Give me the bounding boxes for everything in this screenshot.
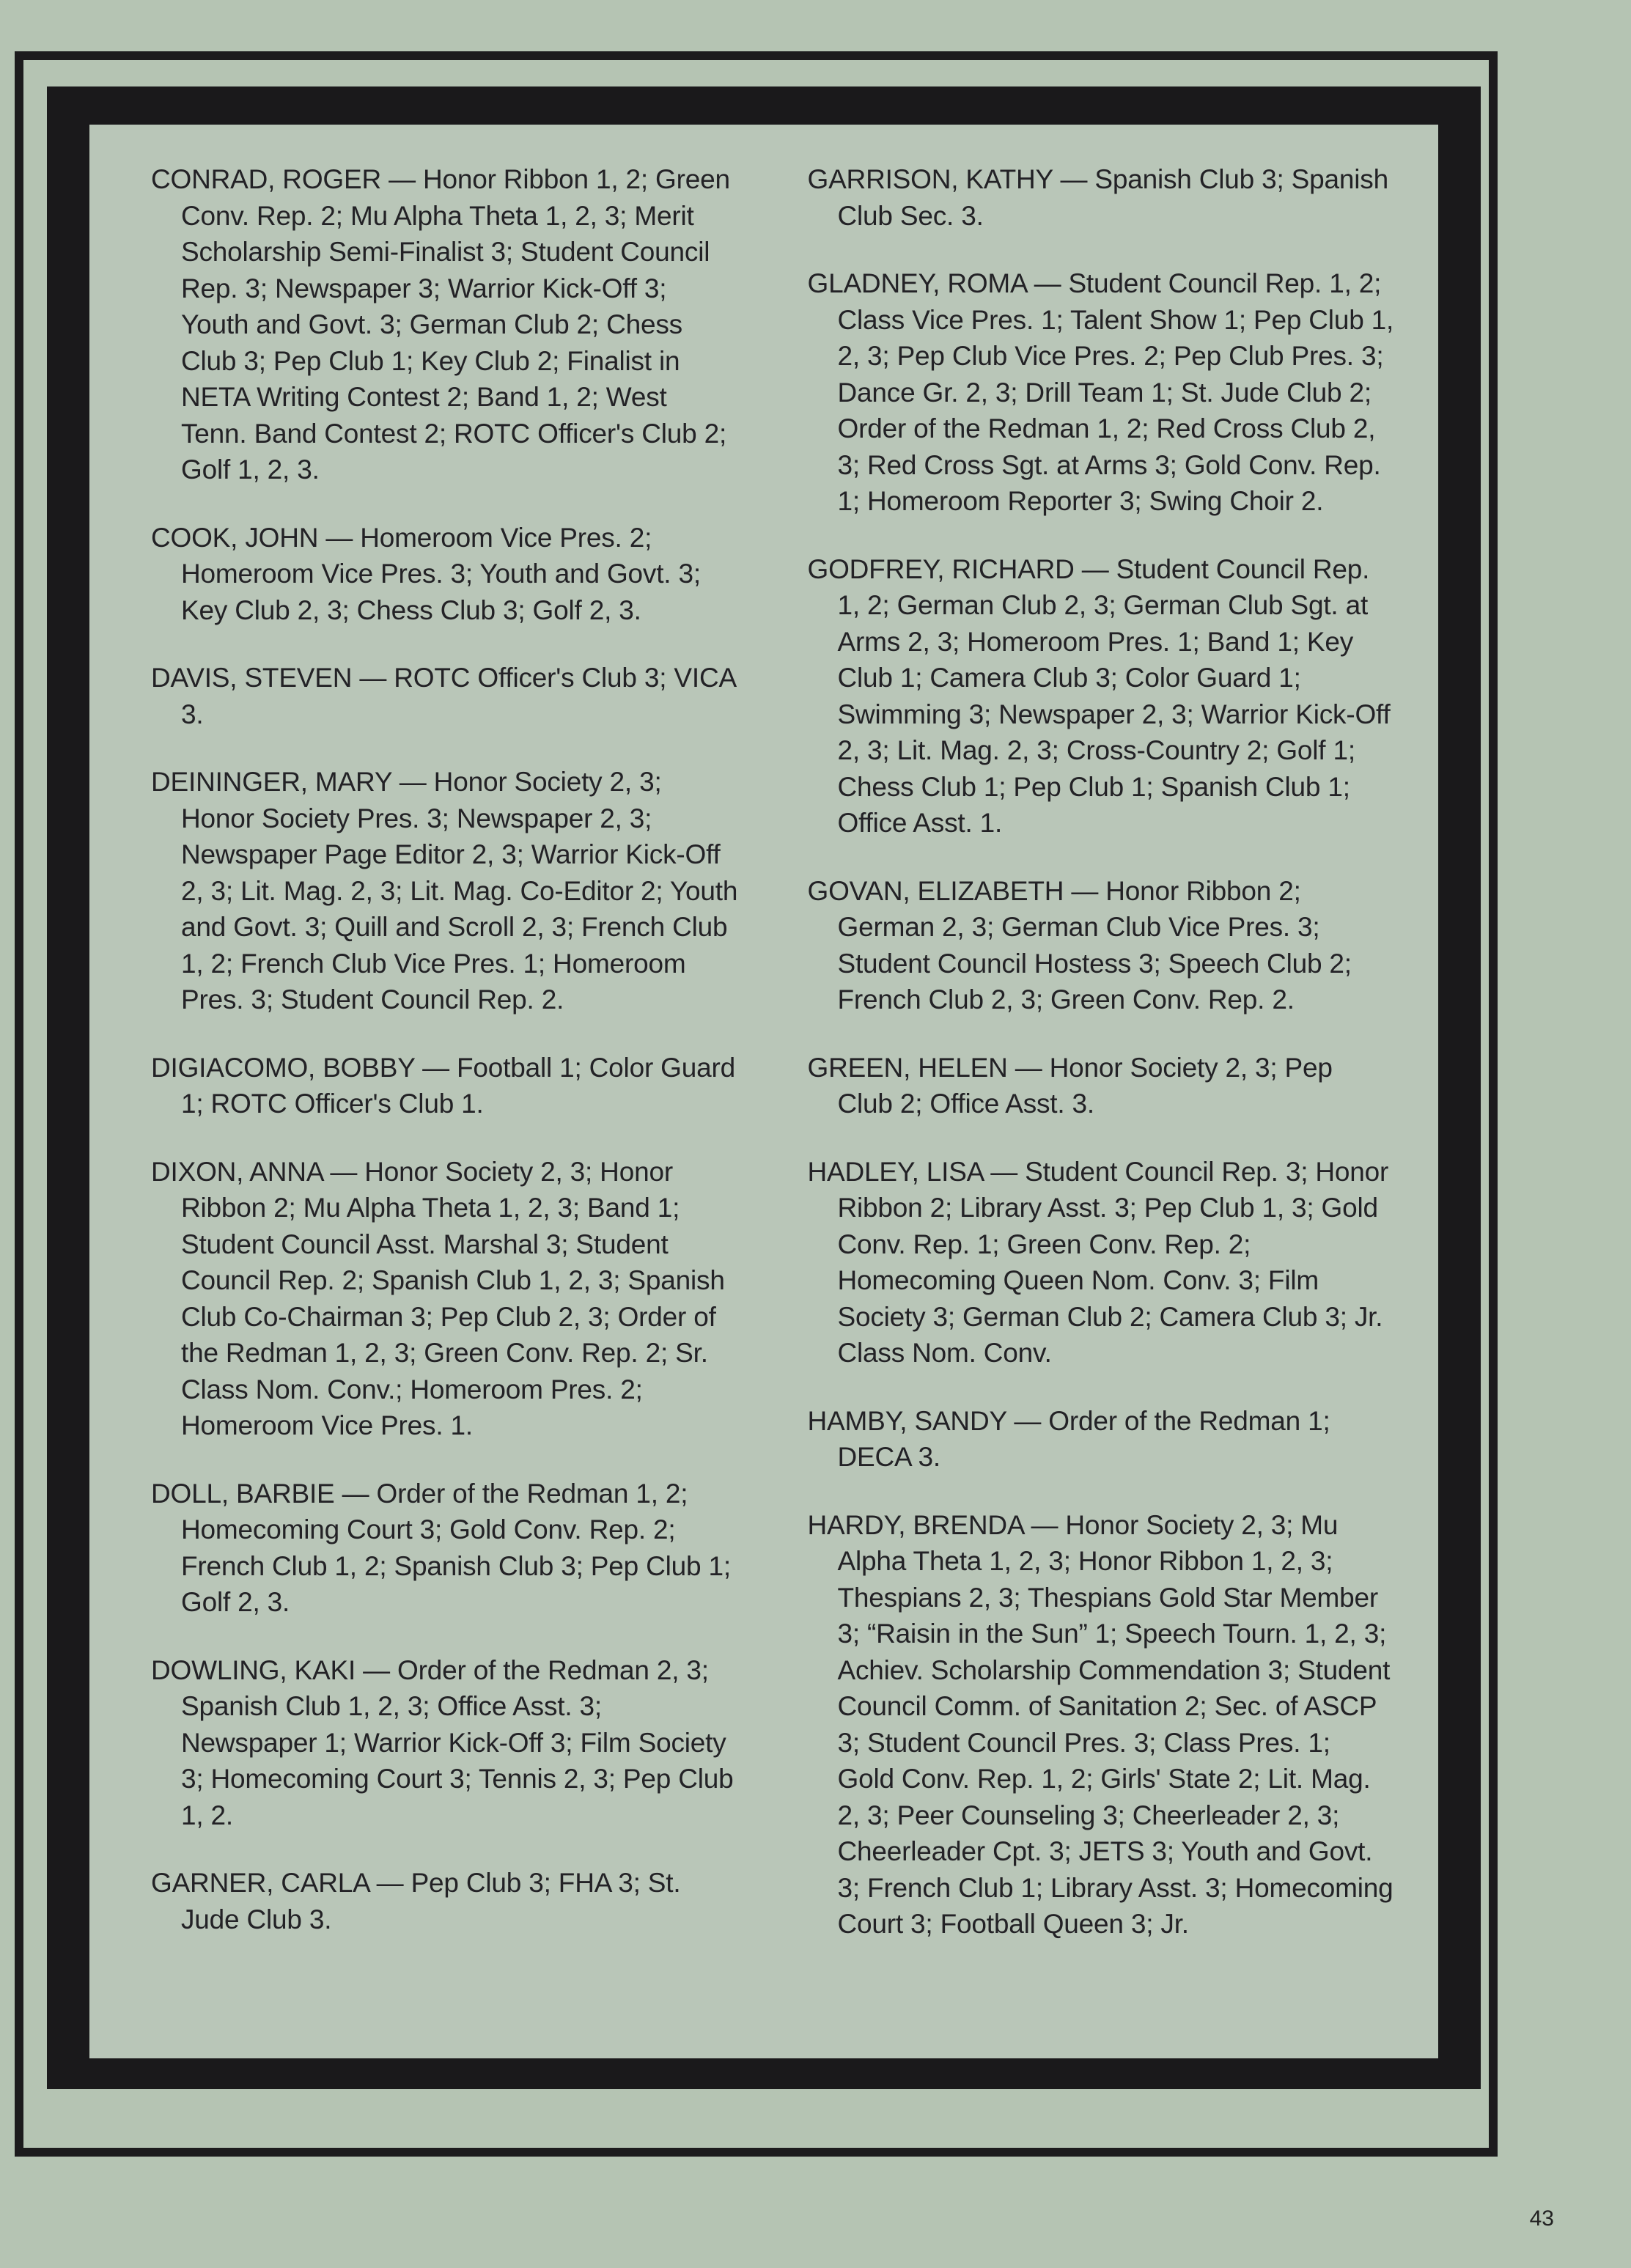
student-name: GOVAN, ELIZABETH (807, 875, 1064, 906)
student-activities: Student Council Rep. 1, 2; German Club 2, 3; German Club Sgt. at Arms 2, 3; Homeroom Pres. 1; Band 1; Key Club 1; Camera Club 3; Color Guard 1; Swimming 3; Newspaper 2, 3; Warrior Kick-Off 2, 3; Lit. Mag. 2, 3; Cross-Country 2; Golf 1; Chess Club 1; Pep Club 1; Spanish Club 1; Office Asst. 1. (837, 553, 1391, 838)
content-panel (47, 86, 1481, 2089)
separator-dash: — (415, 1052, 457, 1083)
student-name: DOLL, BARBIE (151, 1478, 335, 1509)
student-activities: Pep Club 3; FHA 3; St. Jude Club 3. (181, 1868, 681, 1934)
student-name: DAVIS, STEVEN (151, 663, 353, 693)
student-name: DOWLING, KAKI (151, 1654, 356, 1685)
student-entry (151, 520, 738, 629)
separator-dash: — (334, 1478, 377, 1509)
student-name: DEININGER, MARY (151, 767, 392, 797)
student-activities: Order of the Redman 1, 2; Homecoming Court 3; Gold Conv. Rep. 2; French Club 1, 2; Spanish Club 3; Pep Club 1; Golf 2, 3. (181, 1478, 731, 1617)
separator-dash: — (1074, 553, 1116, 584)
student-name: COOK, JOHN (151, 522, 319, 553)
separator-dash: — (1023, 1509, 1066, 1540)
student-entry (151, 660, 738, 732)
student-name: GARNER, CARLA (151, 1868, 369, 1898)
student-name: GODFREY, RICHARD (807, 553, 1075, 584)
separator-dash: — (369, 1868, 411, 1898)
student-name: DIGIACOMO, BOBBY (151, 1052, 416, 1083)
student-entry (808, 1403, 1395, 1476)
separator-dash: — (983, 1156, 1026, 1187)
student-name: GARRISON, KATHY (807, 164, 1053, 194)
student-name: DIXON, ANNA (151, 1156, 323, 1187)
student-activities: Honor Society 2, 3; Pep Club 2; Office Asst. 3. (837, 1052, 1333, 1119)
student-entry (808, 265, 1395, 520)
separator-dash: — (1064, 875, 1106, 906)
student-name: HAMBY, SANDY (807, 1405, 1007, 1436)
student-activities: Honor Society 2, 3; Mu Alpha Theta 1, 2, 3; Honor Ribbon 1, 2, 3; Thespians 2, 3; Thespians Gold Star Member 3; “Raisin in the Sun” 1; Speech Tourn. 1, 2, 3; Achiev. Scholarship Commendation 3; Student Council Comm. of Sanitation 2; Sec. of ASCP 3; Student Council Pres. 3; Class Pres. 1; Gold Conv. Rep. 1, 2; Girls' State 2; Lit. Mag. 2, 3; Peer Counseling 3; Cheerleader 2, 3; Cheerleader Cpt. 3; JETS 3; Youth and Govt. 3; French Club 1; Library Asst. 3; Homecoming Court 3; Football Queen 3; Jr. (837, 1509, 1393, 1939)
student-activities: Student Council Rep. 1, 2; Class Vice Pres. 1; Talent Show 1; Pep Club 1, 2, 3; Pep Club Vice Pres. 2; Pep Club Pres. 3; Dance Gr. 2, 3; Drill Team 1; St. Jude Club 2; Order of the Redman 1, 2; Red Cross Club 2, 3; Red Cross Sgt. at Arms 3; Gold Conv. Rep. 1; Homeroom Reporter 3; Swing Choir 2. (837, 268, 1394, 516)
entry-columns (151, 161, 1394, 2036)
student-activities: Order of the Redman 2, 3; Spanish Club 1, 2, 3; Office Asst. 3; Newspaper 1; Warrior Kick-Off 3; Film Society 3; Homecoming Court 3; Tennis 2, 3; Pep Club 1, 2. (181, 1654, 734, 1830)
student-entry (808, 1154, 1395, 1372)
student-name: GLADNEY, ROMA (807, 268, 1027, 298)
student-activities: Order of the Redman 1; DECA 3. (837, 1405, 1330, 1472)
student-activities: Honor Ribbon 1, 2; Green Conv. Rep. 2; Mu Alpha Theta 1, 2, 3; Merit Scholarship Semi-Finalist 3; Student Council Rep. 3; Newspaper 3; Warrior Kick-Off 3; Youth and Govt. 3; German Club 2; Chess Club 3; Pep Club 1; Key Club 2; Finalist in NETA Writing Contest 2; Band 1, 2; West Tenn. Band Contest 2; ROTC Officer's Club 2; Golf 1, 2, 3. (181, 164, 730, 485)
student-activities: Homeroom Vice Pres. 2; Homeroom Vice Pres. 3; Youth and Govt. 3; Key Club 2, 3; Chess Club 3; Golf 2, 3. (181, 522, 701, 625)
student-name: HARDY, BRENDA (807, 1509, 1024, 1540)
separator-dash: — (1006, 1405, 1049, 1436)
right-column (808, 161, 1395, 2036)
student-activities: Honor Society 2, 3; Honor Society Pres. 3; Newspaper 2, 3; Newspaper Page Editor 2, 3; Warrior Kick-Off 2, 3; Lit. Mag. 2, 3; Lit. Mag. Co-Editor 2; Youth and Govt. 3; Quill and Scroll 2, 3; French Club 1, 2; French Club Vice Pres. 1; Homeroom Pres. 3; Student Council Rep. 2. (181, 767, 738, 1015)
student-entry (151, 1154, 738, 1444)
separator-dash: — (391, 767, 434, 797)
student-entry (808, 1050, 1395, 1122)
student-activities: Spanish Club 3; Spanish Club Sec. 3. (837, 164, 1388, 231)
student-entry (808, 1507, 1395, 1943)
student-activities: Honor Ribbon 2; German 2, 3; German Club Vice Pres. 3; Student Council Hostess 3; Speech Club 2; French Club 2, 3; Green Conv. Rep. 2. (837, 875, 1352, 1015)
separator-dash: — (1007, 1052, 1050, 1083)
student-name: CONRAD, ROGER (151, 164, 381, 194)
separator-dash: — (380, 164, 423, 194)
student-activities: Football 1; Color Guard 1; ROTC Officer's Club 1. (181, 1052, 735, 1119)
page-number: 43 (1529, 2206, 1554, 2231)
student-name: HADLEY, LISA (807, 1156, 984, 1187)
separator-dash: — (1053, 164, 1095, 194)
separator-dash: — (352, 663, 394, 693)
student-entry (808, 873, 1395, 1018)
separator-dash: — (356, 1654, 398, 1685)
separator-dash: — (318, 522, 361, 553)
student-entry (808, 161, 1395, 234)
left-column (151, 161, 738, 2036)
student-activities: ROTC Officer's Club 3; VICA 3. (181, 663, 735, 729)
student-entry (808, 551, 1395, 842)
student-entry (151, 1050, 738, 1122)
student-entry (151, 1652, 738, 1834)
student-entry (151, 1865, 738, 1937)
student-activities: Student Council Rep. 3; Honor Ribbon 2; Library Asst. 3; Pep Club 1, 3; Gold Conv. Rep. 1; Green Conv. Rep. 2; Homecoming Queen Nom. Conv. 3; Film Society 3; German Club 2; Camera Club 3; Jr. Class Nom. Conv. (837, 1156, 1389, 1368)
student-entry (151, 161, 738, 488)
student-name: GREEN, HELEN (807, 1052, 1008, 1083)
separator-dash: — (1026, 268, 1069, 298)
student-activities: Honor Society 2, 3; Honor Ribbon 2; Mu Alpha Theta 1, 2, 3; Band 1; Student Council Asst. Marshal 3; Student Council Rep. 2; Spanish Club 1, 2, 3; Spanish Club Co-Chairman 3; Pep Club 2, 3; Order of the Redman 1, 2, 3; Green Conv. Rep. 2; Sr. Class Nom. Conv.; Homeroom Pres. 2; Homeroom Vice Pres. 1. (181, 1156, 725, 1440)
student-entry (151, 764, 738, 1018)
student-entry (151, 1476, 738, 1621)
separator-dash: — (323, 1156, 365, 1187)
